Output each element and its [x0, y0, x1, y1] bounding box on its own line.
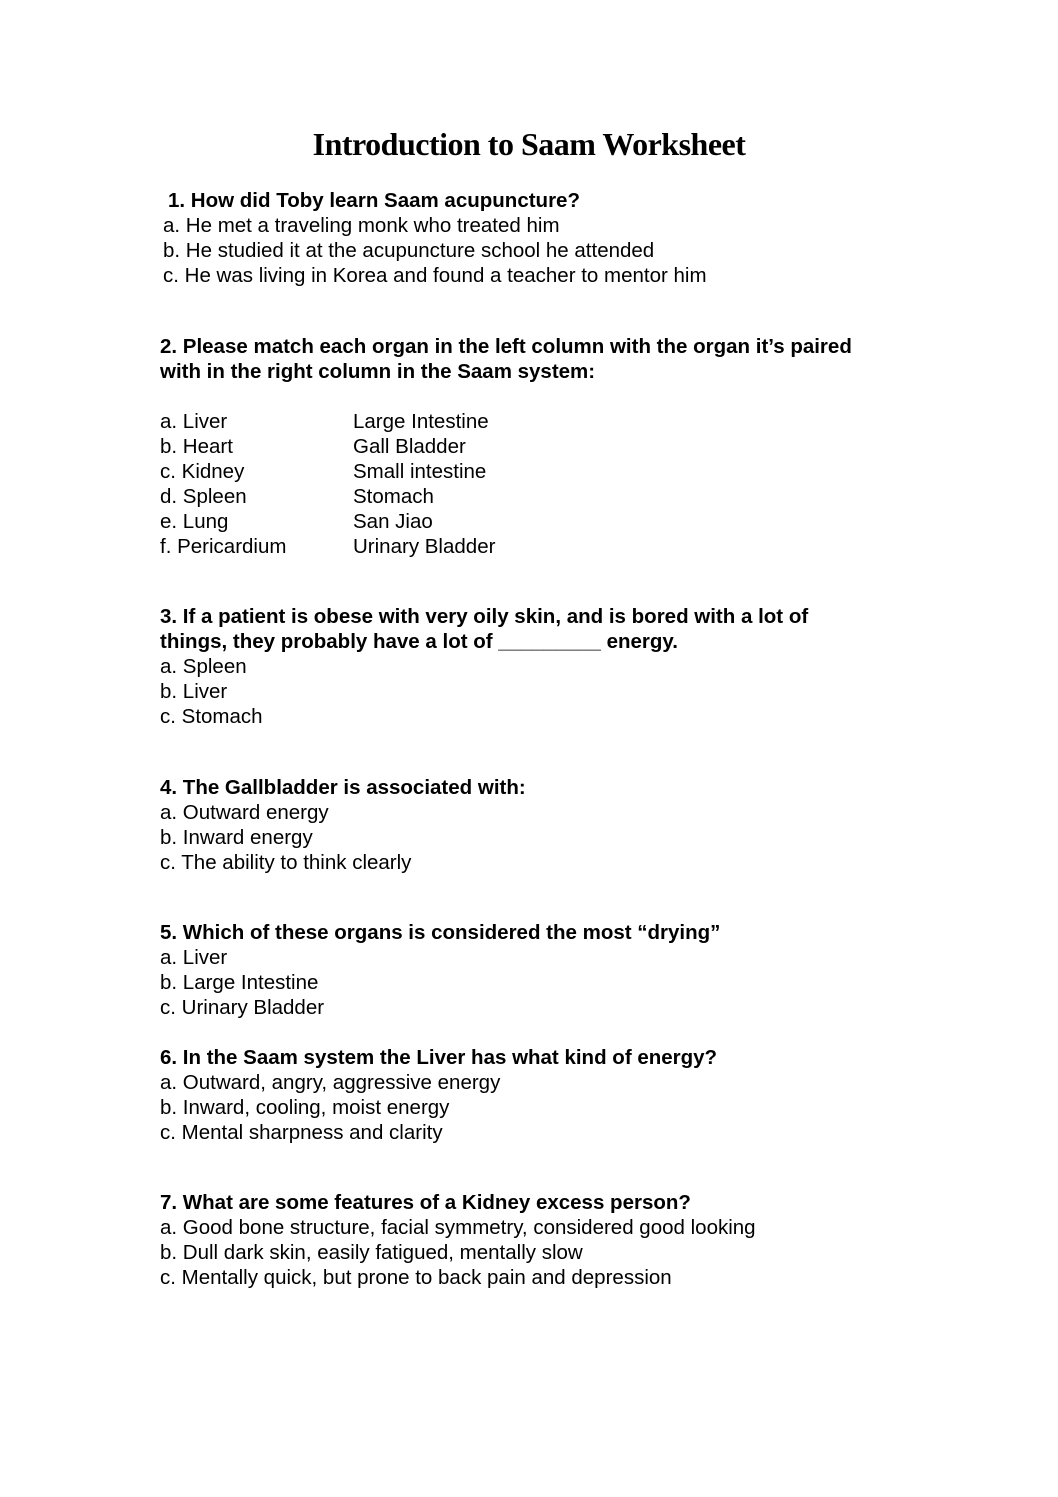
match-row [160, 534, 900, 559]
match-right-item: Stomach [353, 485, 434, 508]
question-6 [160, 1045, 900, 1145]
question-7-option-a: a. Good bone structure, facial symmetry, considered good looking [160, 1216, 756, 1239]
worksheet-title: Introduction to Saam Worksheet [312, 126, 746, 162]
question-3 [160, 604, 900, 729]
question-7 [160, 1190, 900, 1290]
question-4-option-a: a. Outward energy [160, 801, 329, 824]
match-left-item: f. Pericardium [160, 535, 287, 558]
question-3-heading-line-2: things, they probably have a lot of _________ energy. [160, 630, 678, 653]
question-1 [160, 188, 900, 288]
match-list [160, 409, 900, 559]
match-left-item: b. Heart [160, 435, 233, 458]
question-4-option-b: b. Inward energy [160, 826, 313, 849]
match-right-item: Gall Bladder [353, 435, 466, 458]
question-4 [160, 775, 900, 875]
question-7-heading: 7. What are some features of a Kidney excess person? [160, 1191, 691, 1214]
question-7-option-c: c. Mentally quick, but prone to back pain and depression [160, 1266, 672, 1289]
match-right-item: San Jiao [353, 510, 433, 533]
match-left-item: c. Kidney [160, 460, 245, 483]
question-6-option-c: c. Mental sharpness and clarity [160, 1121, 443, 1144]
match-left-item: d. Spleen [160, 485, 247, 508]
match-right-item: Small intestine [353, 460, 487, 483]
question-1-option-a: a. He met a traveling monk who treated him [163, 214, 560, 237]
question-3-option-c: c. Stomach [160, 705, 263, 728]
match-right-item: Large Intestine [353, 410, 489, 433]
question-7-option-b: b. Dull dark skin, easily fatigued, mentally slow [160, 1241, 583, 1264]
question-5-option-c: c. Urinary Bladder [160, 996, 325, 1019]
match-left-item: a. Liver [160, 410, 228, 433]
question-6-option-b: b. Inward, cooling, moist energy [160, 1096, 450, 1119]
question-2-heading-line-1: 2. Please match each organ in the left column with the organ it’s paired [160, 335, 852, 358]
question-6-heading: 6. In the Saam system the Liver has what kind of energy? [160, 1046, 718, 1069]
question-2 [160, 334, 900, 559]
match-row [160, 434, 900, 459]
question-1-option-c: c. He was living in Korea and found a teacher to mentor him [163, 264, 707, 287]
question-5 [160, 920, 900, 1020]
question-5-option-a: a. Liver [160, 946, 228, 969]
question-3-heading-line-1: 3. If a patient is obese with very oily skin, and is bored with a lot of [160, 605, 809, 628]
question-6-option-a: a. Outward, angry, aggressive energy [160, 1071, 501, 1094]
question-3-option-a: a. Spleen [160, 655, 247, 678]
match-left-item: e. Lung [160, 510, 229, 533]
question-1-option-b: b. He studied it at the acupuncture school he attended [163, 239, 655, 262]
match-row [160, 484, 900, 509]
question-4-option-c: c. The ability to think clearly [160, 851, 412, 874]
match-row [160, 459, 900, 484]
question-3-option-b: b. Liver [160, 680, 228, 703]
match-row [160, 509, 900, 534]
match-row [160, 409, 900, 434]
match-right-item: Urinary Bladder [353, 535, 496, 558]
question-5-heading: 5. Which of these organs is considered the most “drying” [160, 921, 721, 944]
question-1-heading: 1. How did Toby learn Saam acupuncture? [168, 189, 580, 212]
question-4-heading: 4. The Gallbladder is associated with: [160, 776, 526, 799]
question-5-option-b: b. Large Intestine [160, 971, 319, 994]
question-2-heading-line-2: with in the right column in the Saam system: [160, 360, 596, 383]
